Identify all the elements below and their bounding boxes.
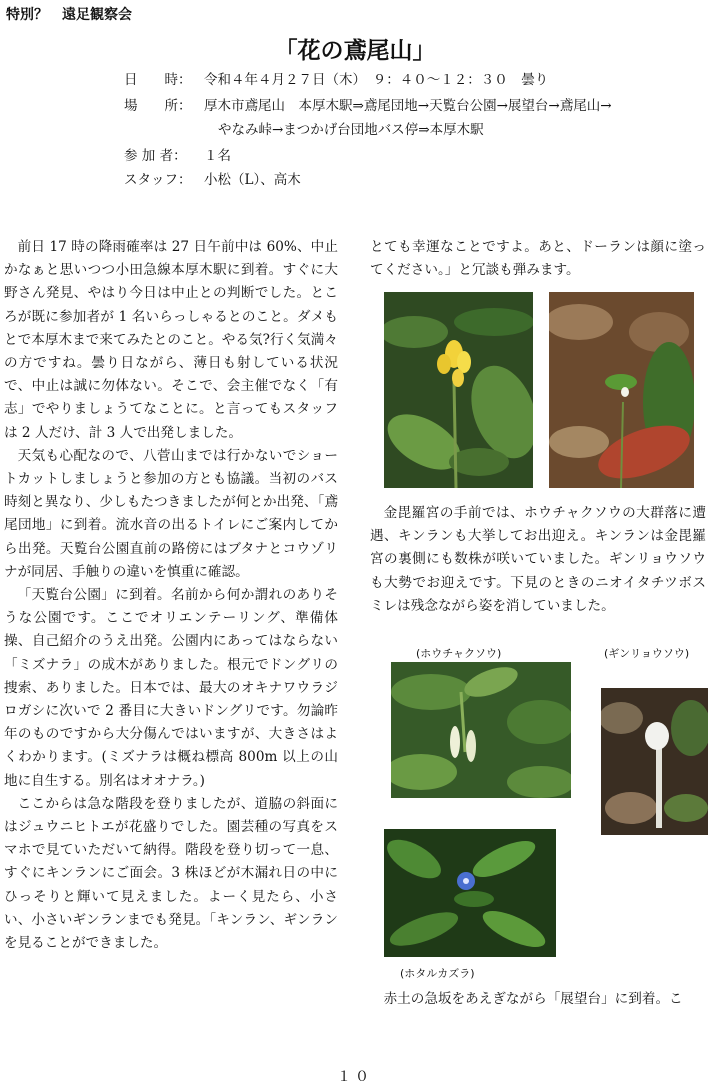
paragraph: とても幸運なことですよ。あと、ドーランは顔に塗ってください。」と冗談も弾みます。	[370, 239, 706, 279]
right-column-top	[370, 236, 706, 282]
place-label: 場 所：	[124, 98, 192, 114]
place-value-line2: やなみ峠→まつかげ台団地バス停⇒本厚木駅	[218, 122, 484, 138]
ginran-photo	[549, 292, 694, 488]
staff-value: 小松（L）、高木	[204, 172, 301, 188]
paragraph: 赤土の急坂をあえぎながら「展望台」に到着。こ	[383, 991, 683, 1007]
hotarukazura-photo	[384, 829, 556, 957]
ginryousou-photo	[601, 688, 708, 835]
hotarukazura-caption: (ホタルカズラ)	[400, 967, 475, 980]
paragraph: ここからは急な階段を登りましたが、道脇の斜面にはジュウニヒトエが花盛りでした。園芸種の写真をスマホで見ていただいて納得。階段を登り切って一息、すぐにキンランにご面会。3 株ほどが木漏れ日の中にひっそりと輝いて見えました。よーく見たら、小さい、小さいギンランまでも発見。「キンラン、ギンランを見ることができました。	[4, 795, 338, 952]
houchakusou-photo	[391, 662, 571, 798]
right-column-middle	[370, 502, 706, 618]
paragraph: 前日 17 時の降雨確率は 27 日午前中は 60%、中止かなぁと思いつつ小田急線本厚木駅に到着。すぐに大野さん発見、やはり今日は中止との判断でした。ところが既に参加者が 1 名いらっしゃるとのこと。ダメもとで本厚木まで来てみたとのこと。やる気?行く気満々の方ですね。曇り日ながら、薄日も射している状況で、中止は誠に勿体ない。そこで、会主催でなく「有志」でやりましょうてなことに。と言ってもスタッフは 2 人だけ、計 3 人で出発しました。	[4, 239, 338, 441]
participants-value: １名	[204, 148, 231, 164]
section-label: 特別？ 遠足観察会	[6, 7, 132, 23]
page-number: １０	[337, 1069, 373, 1085]
staff-label: スタッフ：	[124, 172, 192, 188]
participants-label: 参 加 者：	[124, 148, 187, 164]
place-value-line1: 厚木市鳶尾山 本厚木駅⇒鳶尾団地→天覧台公園→展望台→鳶尾山→	[204, 98, 612, 114]
page-title: 「花の鳶尾山」	[274, 38, 436, 64]
ginryousou-caption: (ギンリョウソウ)	[604, 647, 690, 660]
paragraph: 金毘羅宮の手前では、ホウチャクソウの大群落に遭遇、キンランも大挙してお出迎え。キンランは金毘羅宮の裏側にも数株が咲いていました。ギンリョウソウも大勢でお迎えです。下見のときのニオイタチツボスミレは残念ながら姿を消していました。	[370, 505, 706, 614]
paragraph: 天気も心配なので、八菅山までは行かないでショートカットしましょうと参加の方とも協議。当初のバス時刻と異なり、少しもたつきましたが何とか出発、「鳶尾団地」に到着。流水音の出るトイレにご案内してから出発。天覧台公園直前の路傍にはブタナとコウゾリナが同居、手触りの違いを慎重に確認。	[4, 447, 338, 580]
right-column-bottom	[370, 988, 706, 1011]
left-column	[4, 236, 338, 955]
houchakusou-caption: (ホウチャクソウ)	[416, 647, 502, 660]
paragraph: 「天覧台公園」に到着。名前から何か謂れのありそうな公園です。ここでオリエンテーリング、準備体操、自己紹介のうえ出発。公園内にあってはならない「ミズナラ」の成木がありました。根元でドングリの捜索、ありました。日本では、最大のオキナワウラジロガシに次いで 2 番目に大きいドングリです。勿論昨年のものですから大分傷んではいますが、大きさはよくわかります。(ミズナラは概ね標高 800m 以上の山地に自生する。別名はオオナラ。)	[4, 587, 338, 789]
kinran-photo	[384, 292, 533, 488]
date-value: 令和４年４月２７日（木） ９：４０～１２：３０ 曇り	[204, 72, 549, 88]
date-label: 日 時：	[124, 72, 192, 88]
